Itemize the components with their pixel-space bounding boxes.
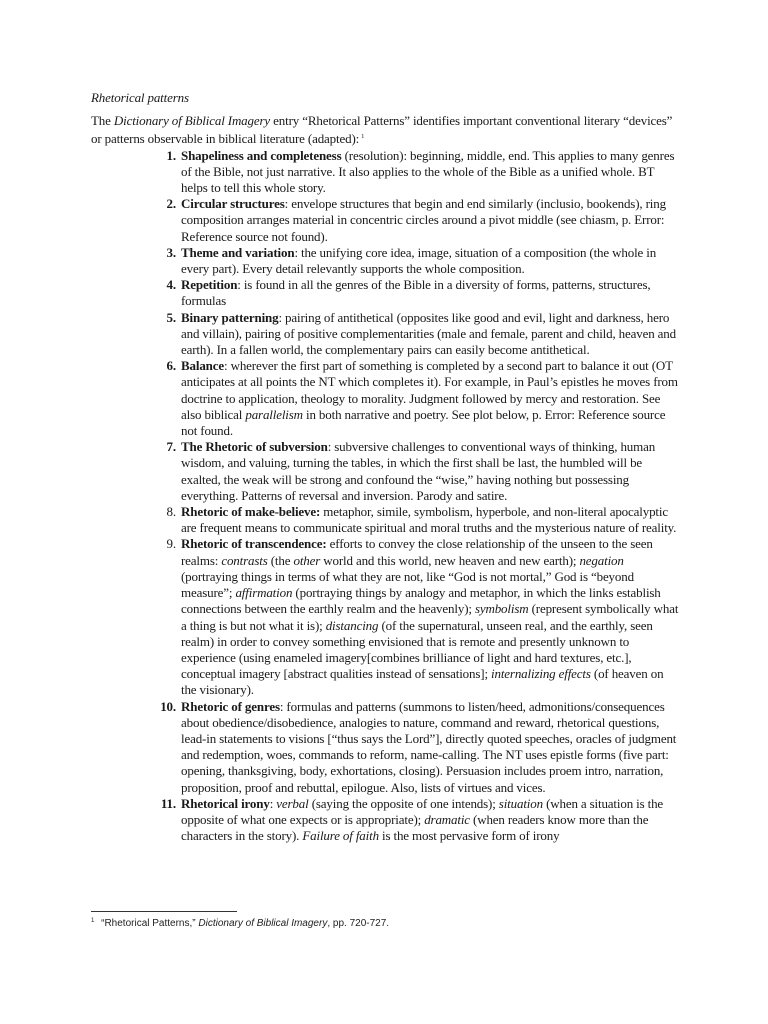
emphasis-text: other [293, 552, 321, 568]
body-text: (when readers know more than the characters in the story). [181, 811, 649, 844]
list-item [91, 796, 681, 845]
list-item-number: 7. [166, 439, 176, 455]
pattern-term: Theme and variation [181, 244, 295, 260]
body-text: is the most pervasive form of irony [378, 828, 560, 844]
list-item-number: 9. [166, 536, 176, 552]
body-text: metaphor, simile, symbolism, hyperbole, and non-literal apocalyptic are frequent means to communicate spiritual and moral truths and the mysterious nature of reality. [181, 504, 677, 536]
emphasis-text: verbal [276, 795, 309, 811]
list-item-number: 6. [166, 358, 176, 374]
emphasis-text: Failure of faith [302, 828, 379, 844]
emphasis-text: symbolism [474, 601, 529, 617]
body-text: (of heaven on the visionary). [181, 666, 664, 698]
footnote-separator [91, 911, 237, 912]
emphasis-text: contrasts [221, 552, 268, 568]
intro-paragraph [91, 113, 681, 147]
body-text: (portraying things in terms of what they are not, like “God is not mortal,” God is “beyond measure”; [181, 568, 634, 601]
body-text: : envelope structures that begin and end similarly (inclusio, bookends), ring composition arranges material in concentric circles around a pivot middle (see chiasm, p. Error: Reference source not found). [181, 196, 666, 244]
body-text: world and this world, new heaven and new earth); [320, 552, 580, 568]
footnote-text-after: , pp. 720-727. [327, 918, 390, 929]
emphasis-text: dramatic [424, 811, 470, 827]
body-text: efforts to convey the close relationship of the unseen to the seen realms: [181, 536, 653, 568]
body-text: (portraying things by analogy and metaphor, in which the links establish connections between the earthly realm and the heavenly); [181, 585, 661, 617]
emphasis-text: negation [579, 552, 624, 568]
emphasis-text: internalizing effects [491, 666, 591, 682]
body-text: (resolution): beginning, middle, end. This applies to many genres of the Bible, not just narrative. It also applies to the whole of the Bible as a unified whole. BT helps to tell this whole story. [181, 147, 675, 196]
pattern-term: Binary patterning [181, 309, 279, 325]
body-text: (of the supernatural, unseen real, and the earthly, seen realm) in order to convey something envisioned that is remote and presently unknown to experience (using enameled imagery[combines brilliance of light and hard textures, etc.], conceptual imagery [abstract qualities instead of sensations]; [181, 617, 653, 682]
body-text: : subversive challenges to conventional ways of thinking, human wisdom, and valuing, turning the tables, in which the first shall be last, the humbled will be exalted, the weak will be strong and confound the “wise,” having nothing but possessing everything. Patterns of reversal and inversion. Parody and satire. [181, 439, 656, 503]
list-item-number: 1. [166, 147, 176, 163]
intro-book-title: Dictionary of Biblical Imagery [113, 113, 271, 129]
list-item-number: 3. [166, 244, 176, 260]
body-text: : wherever the first part of something is completed by a second part to balance it out (OT anticipates at all points the NT which completes it). For example, in Paul’s epistles he moves from doctrine to application, theology to morality. Judgment followed by mercy and restoration. See also biblical [181, 358, 678, 422]
body-text: : [269, 795, 277, 811]
body-text: (the [267, 552, 294, 568]
list-item-number: 8. [166, 504, 176, 520]
body-text: : the unifying core idea, image, situation of a composition (the whole in every part). Every detail relevantly supports the whole composition. [181, 244, 657, 277]
list-item [91, 245, 681, 277]
pattern-term: Rhetoric of make-believe: [181, 504, 321, 520]
list-item [91, 439, 681, 504]
footnote-book-title: Dictionary of Biblical Imagery [198, 918, 328, 929]
intro-text-after: entry “Rhetorical Patterns” identifies important conventional literary “devices” or patterns observable in biblical literature (adapted): [91, 113, 673, 147]
body-text: (represent symbolically what a thing is but not what it is); [181, 601, 679, 633]
list-item-number: 2. [166, 196, 176, 212]
pattern-term: Rhetoric of genres [181, 698, 280, 714]
footnote-mark: 1 [91, 918, 95, 924]
list-item [91, 699, 681, 796]
list-item-text [181, 439, 681, 504]
pattern-term: The Rhetoric of subversion [181, 439, 328, 455]
body-text: (saying the opposite of one intends); [308, 795, 499, 811]
list-item-number: 4. [166, 277, 176, 293]
pattern-term: Circular structures [181, 196, 285, 212]
list-item [91, 196, 681, 245]
list-item [91, 148, 681, 197]
list-item [91, 277, 681, 309]
list-item-text [181, 196, 681, 245]
list-item [91, 504, 681, 536]
section-heading: Rhetorical patterns [91, 90, 189, 105]
list-item-text [181, 245, 681, 277]
emphasis-text: situation [498, 795, 543, 811]
footnote-reference[interactable]: 1 [361, 133, 365, 141]
footnote-text-before: “Rhetorical Patterns,” [98, 918, 199, 929]
list-item [91, 358, 681, 439]
list-item-number: 10. [160, 698, 176, 714]
body-text: in both narrative and poetry. See plot below, p. Error: Reference source not found. [181, 406, 666, 439]
footnote [91, 918, 389, 929]
body-text: (when a situation is the opposite of what one expects or is appropriate); [181, 795, 664, 827]
list-item-text [181, 504, 681, 536]
emphasis-text: distancing [325, 617, 379, 633]
body-text: : is found in all the genres of the Bible in a diversity of forms, patterns, structures, formulas [181, 277, 651, 309]
list-item-text [181, 148, 681, 197]
pattern-term: Rhetoric of transcendence: [181, 536, 327, 552]
emphasis-text: affirmation [235, 585, 293, 601]
list-item [91, 310, 681, 359]
pattern-term: Balance [181, 358, 225, 374]
intro-text-before: The [91, 113, 114, 129]
list-item-text [181, 358, 681, 439]
pattern-term: Shapeliness and completeness [181, 147, 342, 163]
list-item-text [181, 536, 681, 698]
list-item-text [181, 699, 681, 796]
emphasis-text: parallelism [245, 406, 303, 422]
pattern-term: Repetition [181, 277, 238, 293]
rhetorical-patterns-list [91, 148, 681, 845]
document-body [91, 90, 681, 844]
body-text: : formulas and patterns (summons to listen/heed, admonitions/consequences about obedience/disobedience, analogies to nature, command and reward, rhetorical questions, lead-in statements to visions [“thus says the Lord”], directly quoted speeches, oracles of judgment and redemption, woes, commands to reform, name-calling. The NT uses epistle forms (five part: opening, thanksgiving, body, exhortations, closing). Persuasion includes proem intro, narration, proposition, proof and rebuttal, epilogue. Also, lists of virtues and vices. [181, 698, 677, 795]
pattern-term: Rhetorical irony [181, 795, 270, 811]
list-item-text [181, 310, 681, 359]
list-item [91, 536, 681, 698]
list-item-text [181, 277, 681, 309]
list-item-text [181, 796, 681, 845]
list-item-number: 5. [166, 309, 176, 325]
body-text: : pairing of antithetical (opposites like good and evil, light and darkness, hero and villain), pairing of positive complementarities (male and female, parent and child, heaven and earth). In a fallen world, the complementary pairs can easily become antithetical. [181, 309, 677, 358]
list-item-number: 11. [160, 795, 176, 811]
